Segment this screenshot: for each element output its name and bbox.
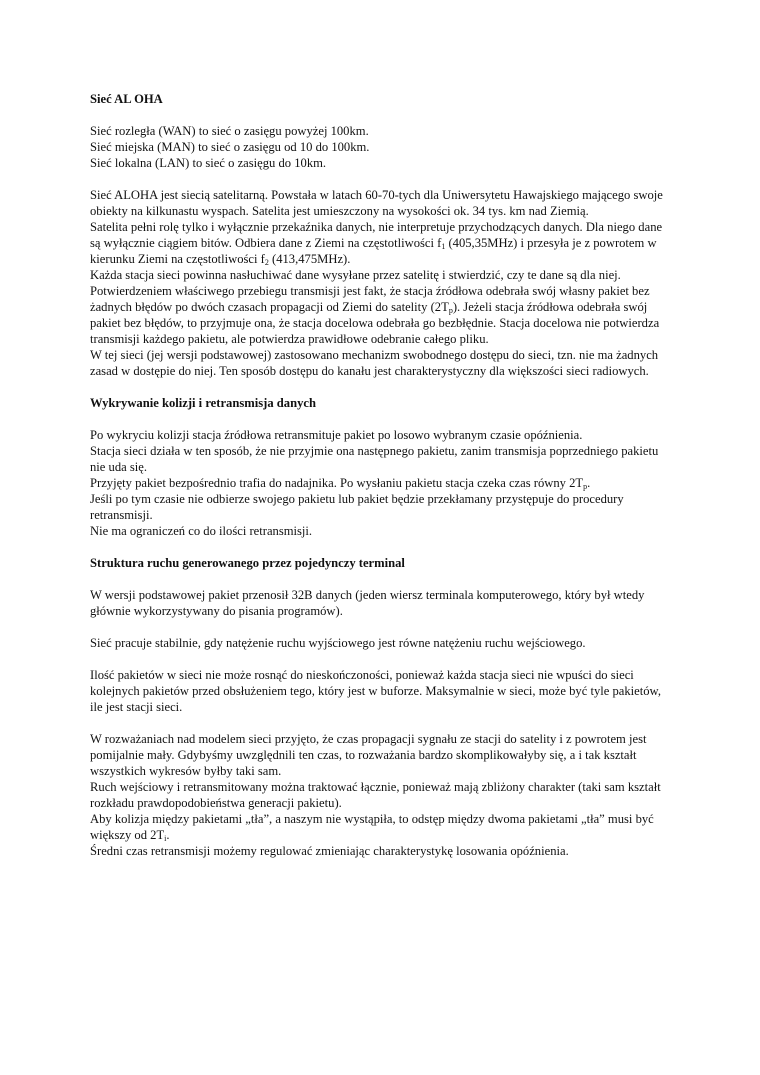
listening-paragraph: Każda stacja sieci powinna nasłuchiwać dane wysyłane przez satelitę i stwierdzić, czy te dane są dla niej. xyxy=(90,268,621,282)
traffic-paragraph-5: Ruch wejściowy i retransmitowany można traktować łącznie, ponieważ mają zbliżony charakter (taki sam kształt rozkładu prawdopodobieństwa generacji pakietu). xyxy=(90,780,661,810)
definition-lan: Sieć lokalna (LAN) to sieć o zasięgu do 10km. xyxy=(90,156,327,170)
traffic-paragraph-1: W wersji podstawowej pakiet przenosił 32B danych (jeden wiersz terminala komputerowego, który był wtedy głównie wykorzystywany do pisania programów). xyxy=(90,588,645,618)
traffic-paragraph-2: Sieć pracuje stabilnie, gdy natężenie ruchu wyjściowego jest równe natężeniu ruchu wejściowego. xyxy=(90,636,586,650)
aloha-intro-paragraph: Sieć ALOHA jest siecią satelitarną. Powstała w latach 60-70-tych dla Uniwersytetu Hawajskiego mającego swoje obiekty na kilkunastu wyspach. Satelita jest umieszczony na wysokości ok. 34 tys. km nad Ziemią. xyxy=(90,188,663,218)
section-title-collision: Wykrywanie kolizji i retransmisja danych xyxy=(90,396,316,410)
traffic-paragraph-7: Średni czas retransmisji możemy regulować zmieniając charakterystykę losowania opóźnienia. xyxy=(90,844,569,858)
collision-paragraph-4: Jeśli po tym czasie nie odbierze swojego pakietu lub pakiet będzie przekłamany przystępuje do procedury retransmisji. xyxy=(90,492,624,522)
traffic-paragraph-4: W rozważaniach nad modelem sieci przyjęto, że czas propagacji sygnału ze stacji do satelity i z powrotem jest pomijalnie mały. Gdybyśmy uwzględnili ten czas, to rozważania bardzo skomplikowałyby się, a i tak kształt wszystkich wykresów byłby taki sam. xyxy=(90,732,647,778)
section-title-traffic: Struktura ruchu generowanego przez pojedynczy terminal xyxy=(90,556,405,570)
definition-wan: Sieć rozległa (WAN) to sieć o zasięgu powyżej 100km. xyxy=(90,124,369,138)
confirmation-paragraph: Potwierdzeniem właściwego przebiegu transmisji jest fakt, że stacja źródłowa odebrała swój własny pakiet bez żadnych błędów po dwóch czasach propagacji od Ziemi do satelity $(2T_p)$. Jeżeli stacja źródłowa odebrała swój pakiet bez błędów, to przyjmuje ona, że stacja docelowa odebrała go bezbłędnie. Stacja docelowa nie potwierdza transmisji każdego pakietu, ale potwierdza prawidłowe odebranie całego pliku. xyxy=(90,284,660,346)
satellite-role-paragraph: Satelita pełni rolę tylko i wyłącznie przekaźnika danych, nie interpretuje przychodzących danych. Dla niego dane są wyłącznie ciągiem bitów. Odbiera dane z Ziemi na częstotliwości $f_1$ (405,35MHz) i przesyła je z powrotem w kierunku Ziemi na częstotliwości $f_2$ (413,475MHz). xyxy=(90,220,663,267)
document-content xyxy=(90,91,670,859)
collision-paragraph-5: Nie ma ograniczeń co do ilości retransmisji. xyxy=(90,524,313,538)
section-title-aloha: Sieć AL OHA xyxy=(90,92,163,106)
collision-paragraph-2: Stacja sieci działa w ten sposób, że nie przyjmie ona następnego pakietu, zanim transmisja poprzedniego pakietu nie uda się. xyxy=(90,444,659,474)
traffic-paragraph-3: Ilość pakietów w sieci nie może rosnąć do nieskończoności, ponieważ każda stacja sieci nie wpuści do sieci kolejnych pakietów przed obsłużeniem tego, który jest w buforze. Maksymalnie w sieci, może być tyle pakietów, ile jest stacji sieci. xyxy=(90,668,661,714)
access-mechanism-paragraph: W tej sieci (jej wersji podstawowej) zastosowano mechanizm swobodnego dostępu do sieci, tzn. nie ma żadnych zasad w dostępie do niej. Ten sposób dostępu do kanału jest charakterystyczny dla większości sieci radiowych. xyxy=(90,348,659,378)
traffic-paragraph-6: Aby kolizja między pakietami „tła”, a naszym nie wystąpiła, to odstęp między dwoma pakietami „tła” musi być większy od $2T_i$. xyxy=(90,812,654,843)
collision-paragraph-3: Przyjęty pakiet bezpośrednio trafia do nadajnika. Po wysłaniu pakietu stacja czeka czas równy $2T_p$. xyxy=(90,476,591,491)
collision-paragraph-1: Po wykryciu kolizji stacja źródłowa retransmituje pakiet po losowo wybranym czasie opóźnienia. xyxy=(90,428,583,442)
definition-man: Sieć miejska (MAN) to sieć o zasięgu od 10 do 100km. xyxy=(90,140,370,154)
